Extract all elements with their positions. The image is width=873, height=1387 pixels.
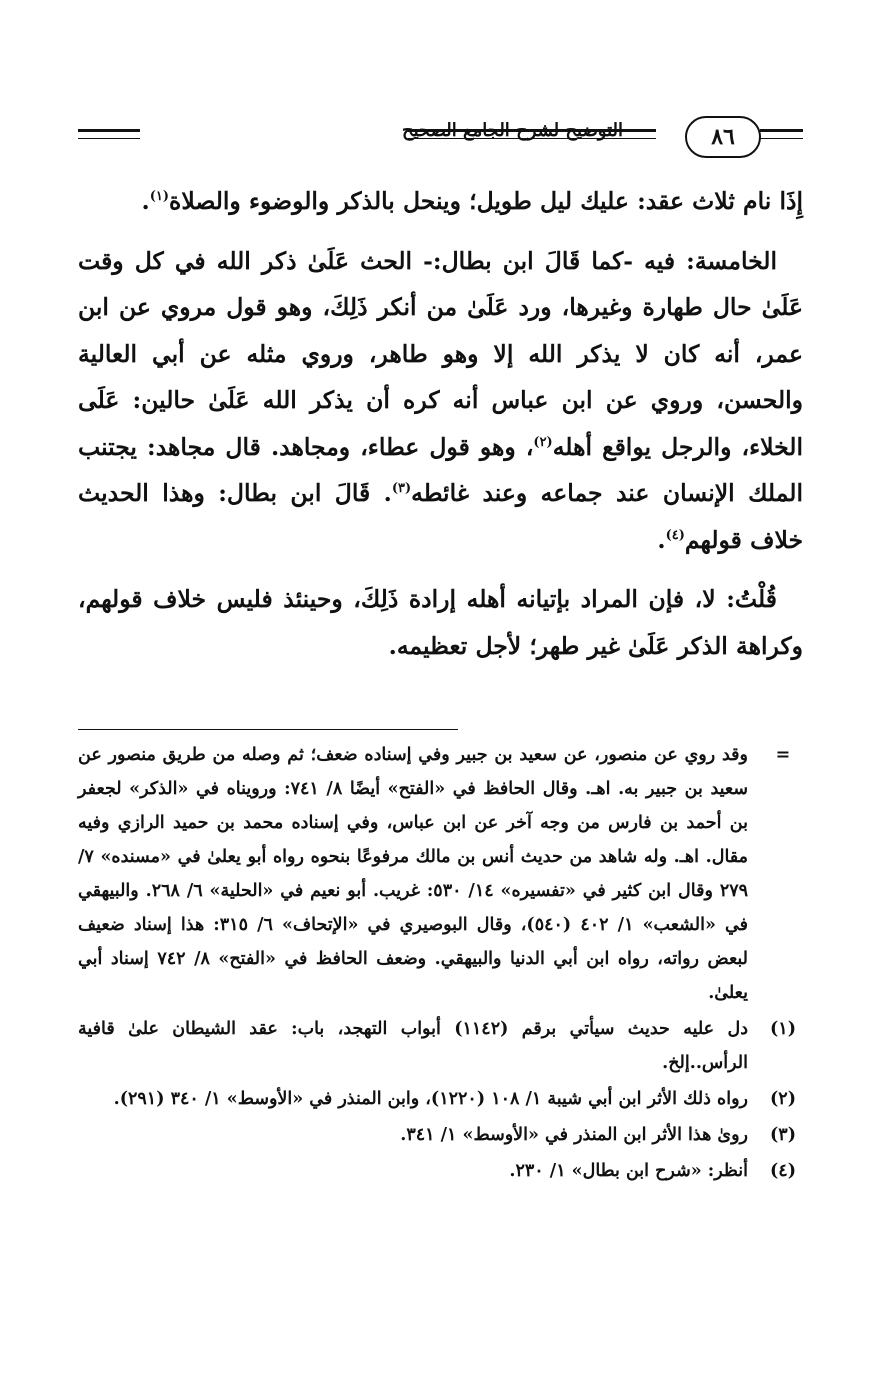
footnotes: [78, 738, 803, 1190]
footnote-text: أنظر: «شرح ابن بطال» ١/ ٢٣٠.: [509, 1161, 748, 1181]
footnote-text: وقد روي عن منصور، عن سعيد بن جبير وفي إسناده ضعف؛ ثم وصله من طريق منصور عن سعيد بن جبير به. اهـ. وقال الحافظ في «الفتح» أيضًا ٨/ ٧٤١: ورويناه في «الذكر» لجعفر بن أحمد بن فارس من وجه آخر عن ابن عباس، وفي إسناده محمد بن حميد الرازي وفيه مقال. اهـ. وله شاهد من حديث أنس بن مالك مرفوعًا بنحوه رواه أبو يعلىٰ في «مسنده» ٧/ ٢٧٩ وقال ابن كثير في «تفسيره» ١٤/ ٥٣٠: غريب. أبو نعيم في «الحلية» ٦/ ٢٦٨. والبيهقي في «الشعب» ١/ ٤٠٢ (٥٤٠)، وقال البوصيري في «الإتحاف» ٦/ ٣١٥: هذا إسناد ضعيف لبعض رواته، رواه ابن أبي الدنيا والبيهقي. وضعف الحافظ في «الفتح» ٨/ ٧٤٢ إسناد أبي يعلىٰ.: [78, 745, 749, 1003]
page-number: ٨٦: [711, 124, 735, 150]
footnote-ref-3[interactable]: (٣): [391, 481, 412, 497]
footnote-3: [78, 1118, 803, 1152]
footnote-1: [78, 1012, 803, 1080]
paragraph-2: الخامسة: فيه -كما قَالَ ابن بطال:- الحث عَلَىٰ ذكر الله في كل وقت عَلَىٰ حال طهارة وغيرها، ورد عَلَىٰ من أنكر ذَلِكَ، وهو قول مروي عن ابن عمر، أنه كان لا يذكر الله إلا وهو طاهر، وروي مثله عن أبي العالية والحسن، وروي عن ابن عباس أنه كره أن يذكر الله عَلَىٰ حالين: عَلَى الخلاء، والرجل يواقع أهله$^{(٢)}$، وهو قول عطاء، ومجاهد. قال مجاهد: يجتنب الملك الإنسان عند جماعه وعند غائطه$^{(٣)}$. قَالَ ابن بطال: وهذا الحديث خلاف قولهم$^{(٤)}$.: [78, 246, 803, 554]
footnote-ref-1[interactable]: (١): [149, 189, 170, 205]
header-title: التوضيح لشرح الجامع الصحيح: [401, 120, 623, 141]
footnote-marker: (١): [770, 1019, 796, 1039]
footnote-marker: (٣): [770, 1125, 796, 1145]
header-rule-left-top: [78, 129, 140, 132]
header-rule-right-top: [760, 129, 803, 132]
footnote-marker: (٤): [770, 1161, 796, 1181]
page-number-badge: [685, 116, 761, 158]
running-header: [78, 112, 803, 160]
footnote-ref-4[interactable]: (٤): [665, 527, 685, 543]
footnote-separator: [78, 729, 458, 730]
footnote-text: رواه ذلك الأثر ابن أبي شيبة ١/ ١٠٨ (١٢٢٠)، وابن المنذر في «الأوسط» ١/ ٣٤٠ (٢٩١).: [113, 1089, 748, 1109]
footnote-continuation: [78, 738, 803, 1010]
footnote-ref-2[interactable]: (٢): [533, 434, 553, 450]
footnote-4: [78, 1154, 803, 1188]
header-rule-left-bottom: [78, 138, 140, 139]
header-rule-right-bottom: [760, 138, 803, 139]
footnote-text: روىٰ هذا الأثر ابن المنذر في «الأوسط» ١/ ٣٤١.: [400, 1125, 748, 1145]
main-text: [78, 178, 803, 669]
footnote-marker: =: [775, 745, 791, 765]
paragraph-3: قُلْتُ: لا، فإن المراد بإتيانه أهله إرادة ذَلِكَ، وحينئذ فليس خلاف قولهم، وكراهة الذكر عَلَىٰ غير طهر؛ لأجل تعظيمه.: [78, 585, 803, 660]
footnote-text: دل عليه حديث سيأتي برقم (١١٤٢) أبواب التهجد، باب: عقد الشيطان علىٰ قافية الرأس..إلخ.: [78, 1019, 749, 1073]
footnote-2: [78, 1082, 803, 1116]
footnote-marker: (٢): [770, 1089, 796, 1109]
paragraph-1: إِذَا نام ثلاث عقد: عليك ليل طويل؛ وينحل بالذكر والوضوء والصلاة$^{(١)}$.: [141, 187, 803, 215]
